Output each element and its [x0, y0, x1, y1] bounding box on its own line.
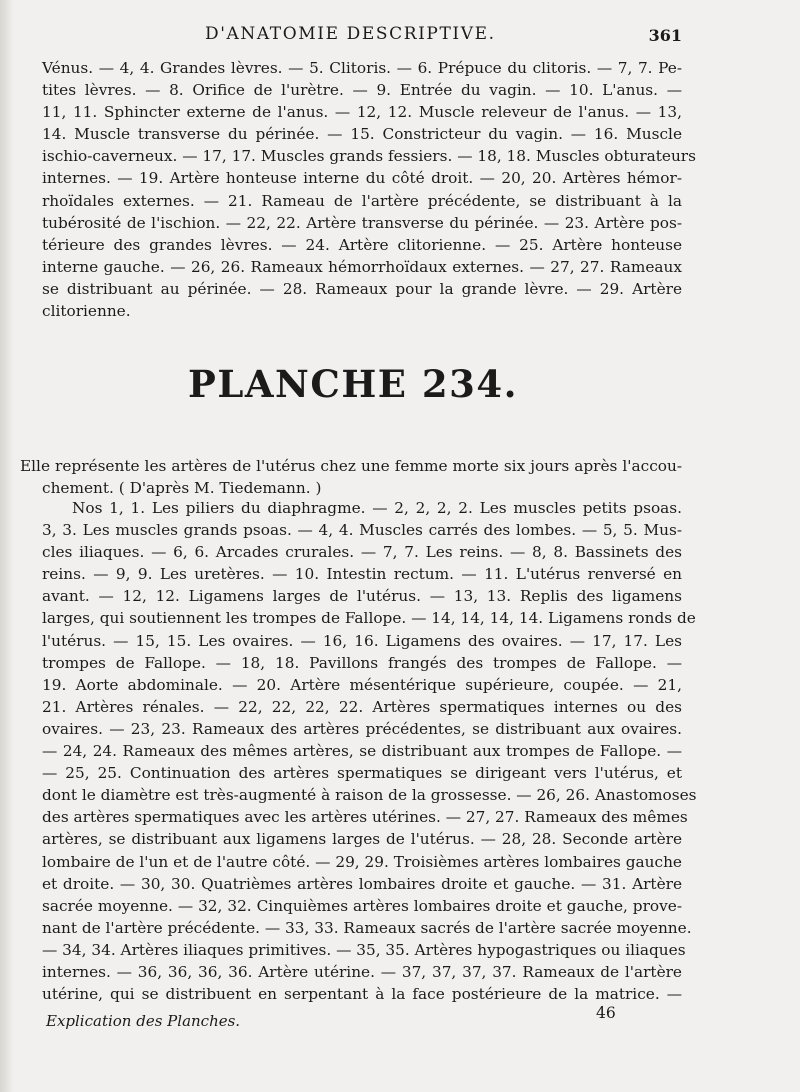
- text-line: avant. — 12, 12. Ligamens larges de l'utérus. — 13, 13. Replis des ligamens: [42, 587, 682, 606]
- text-line: larges, qui soutiennent les trompes de Fallope. — 14, 14, 14, 14. Ligamens ronds de: [42, 609, 696, 628]
- text-line: l'utérus. — 15, 15. Les ovaires. — 16, 16. Ligamens des ovaires. — 17, 17. Les: [42, 631, 682, 650]
- text-line: tubérosité de l'ischion. — 22, 22. Artère transverse du périnée. — 23. Artère pos-: [42, 213, 682, 232]
- plate-description: [20, 455, 682, 499]
- text-line: 21. Artères rénales. — 22, 22, 22, 22. Artères spermatiques internes ou des: [42, 697, 682, 716]
- text-line: utérine, qui se distribuent en serpentant à la face postérieure de la matrice. —: [42, 985, 682, 1004]
- text-line: lombaire de l'un et de l'autre côté. — 29, 29. Troisièmes artères lombaires gauche: [42, 852, 682, 871]
- running-header: D'ANATOMIE DESCRIPTIVE.: [205, 24, 496, 44]
- text-line: 14. Muscle transverse du périnée. — 15. Constricteur du vagin. — 16. Muscle: [42, 125, 682, 144]
- page-number: 361: [648, 26, 682, 45]
- text-line: des artères spermatiques avec les artères utérines. — 27, 27. Rameaux des mêmes: [42, 808, 688, 827]
- text-line: artères, se distribuant aux ligamens larges de l'utérus. — 28, 28. Seconde artère: [42, 830, 682, 849]
- footer-book-title: Explication des Planches.: [46, 1012, 241, 1030]
- text-line: chement. ( D'après M. Tiedemann. ): [42, 479, 322, 498]
- footer-signature: 46: [596, 1004, 616, 1022]
- text-line: se distribuant au périnée. — 28. Rameaux pour la grande lèvre. — 29. Artère: [42, 279, 682, 298]
- page-edge-shadow: [0, 0, 14, 1092]
- text-line: internes. — 19. Artère honteuse interne du côté droit. — 20, 20. Artères hémor-: [42, 169, 682, 188]
- text-line: dont le diamètre est très-augmenté à raison de la grossesse. — 26, 26. Anastomoses: [42, 786, 697, 805]
- text-line: nant de l'artère précédente. — 33, 33. Rameaux sacrés de l'artère sacrée moyenne.: [42, 918, 692, 937]
- text-line: 3, 3. Les muscles grands psoas. — 4, 4. Muscles carrés des lombes. — 5, 5. Mus-: [42, 521, 682, 540]
- text-line: trompes de Fallope. — 18, 18. Pavillons frangés des trompes de Fallope. —: [42, 653, 682, 672]
- text-line: sacrée moyenne. — 32, 32. Cinquièmes artères lombaires droite et gauche, prove-: [42, 896, 682, 915]
- text-line: tites lèvres. — 8. Orifice de l'urètre. — 9. Entrée du vagin. — 10. L'anus. —: [42, 81, 682, 100]
- text-line: rhoïdales externes. — 21. Rameau de l'artère précédente, se distribuant à la: [42, 191, 682, 210]
- text-line: ischio-caverneux. — 17, 17. Muscles grands fessiers. — 18, 18. Muscles obturateurs: [42, 147, 696, 166]
- text-line: internes. — 36, 36, 36, 36. Artère utérine. — 37, 37, 37, 37. Rameaux de l'artère: [42, 962, 682, 981]
- text-line: et droite. — 30, 30. Quatrièmes artères lombaires droite et gauche. — 31. Artère: [42, 874, 682, 893]
- plate-legend: [42, 497, 697, 1005]
- text-line: — 25, 25. Continuation des artères spermatiques se dirigeant vers l'utérus, et: [42, 764, 682, 783]
- text-line: 11, 11. Sphincter externe de l'anus. — 12, 12. Muscle releveur de l'anus. — 13,: [42, 103, 682, 122]
- text-line: cles iliaques. — 6, 6. Arcades crurales. — 7, 7. Les reins. — 8, 8. Bassinets des: [42, 543, 682, 562]
- text-line: clitorienne.: [42, 302, 131, 321]
- text-line: térieure des grandes lèvres. — 24. Artère clitorienne. — 25. Artère honteuse: [42, 235, 682, 254]
- previous-plate-legend: [42, 57, 696, 322]
- text-line: Vénus. — 4, 4. Grandes lèvres. — 5. Clitoris. — 6. Prépuce du clitoris. — 7, 7. Pe-: [42, 59, 682, 77]
- text-line: — 24, 24. Rameaux des mêmes artères, se distribuant aux trompes de Fallope. —: [42, 742, 682, 761]
- text-line: ovaires. — 23, 23. Rameaux des artères précédentes, se distribuant aux ovaires.: [42, 719, 682, 738]
- text-line: — 34, 34. Artères iliaques primitives. — 35, 35. Artères hypogastriques ou iliaques: [42, 940, 686, 959]
- text-line: 19. Aorte abdominale. — 20. Artère mésentérique supérieure, coupée. — 21,: [42, 675, 682, 694]
- text-line: reins. — 9, 9. Les uretères. — 10. Intestin rectum. — 11. L'utérus renversé en: [42, 565, 682, 584]
- plate-title: PLANCHE 234.: [188, 362, 518, 406]
- text-line: Nos 1, 1. Les piliers du diaphragme. — 2, 2, 2, 2. Les muscles petits psoas.: [72, 499, 682, 517]
- text-line: interne gauche. — 26, 26. Rameaux hémorrhoïdaux externes. — 27, 27. Rameaux: [42, 257, 682, 276]
- text-line: Elle représente les artères de l'utérus chez une femme morte six jours après l'accou-: [20, 457, 682, 475]
